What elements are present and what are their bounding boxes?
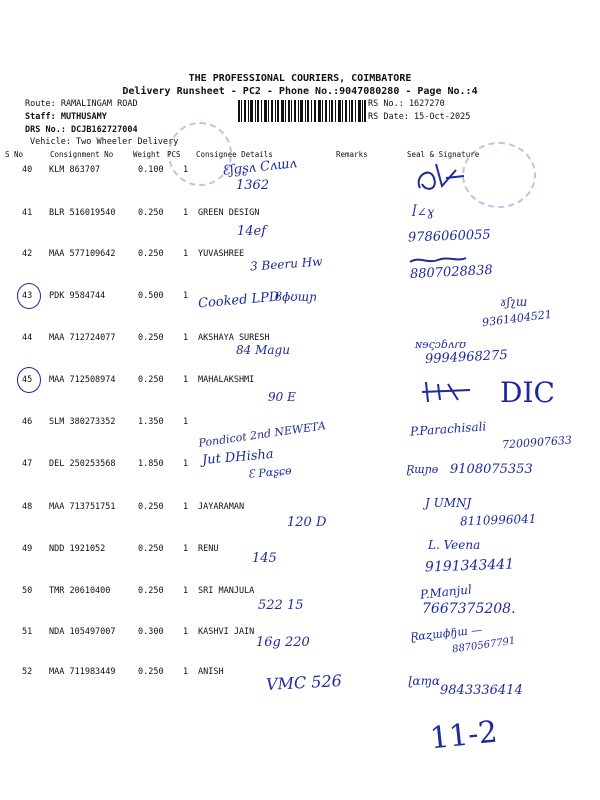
row-pcs: 1 [183,417,189,427]
row-sno: 40 [22,165,33,175]
handwriting-mark-45: DIC [500,376,555,409]
page-subtitle: Delivery Runsheet - PC2 - Phone No.:9047080280 - Page No.:4 [122,86,478,97]
handwriting-note-51: 16g 220 [256,635,310,650]
row-weight: 0.300 [138,627,164,637]
row-consignee: SRI MANJULA [198,586,255,596]
handwriting-note-44: 84 Magu [236,343,290,357]
handwriting-scribble-43: ϐɸʊɯɲ [275,290,317,304]
row-consignment: KLM 863707 [49,165,101,175]
handwriting-note-48: 120 D [287,515,327,530]
rs-date-label: RS Date: 15-Oct-2025 [368,112,471,122]
row-sno: 44 [22,333,33,343]
circle-mark-45 [17,367,41,393]
row-pcs: 1 [183,586,189,596]
row-consignment: BLR 516019540 [49,208,116,218]
handwriting-note-42: 3 Beeru Hw [249,254,323,274]
row-weight: 0.250 [138,208,164,218]
handwriting-note-46: Pondicot 2nd NEWETA [197,419,327,450]
signature-43: ɤʃʅɯ [500,295,528,309]
row-pcs: 1 [183,459,189,469]
row-pcs: 1 [183,627,189,637]
circle-mark-43 [17,283,41,309]
row-consignee: RENU [198,544,219,554]
row-sno: 41 [22,208,33,218]
row-weight: 0.250 [138,586,164,596]
page-title: THE PROFESSIONAL COURIERS, COIMBATORE [188,73,412,84]
handwriting-phone-48: 8110996041 [459,511,537,529]
signature-41: ꟾ∠ɣ [412,205,434,219]
col-consignment: Consignment No [50,150,114,159]
row-sno: 48 [22,502,33,512]
row-consignee: MAHALAKSHMI [198,375,255,385]
handwriting-note-41: 14ef [237,224,267,239]
row-weight: 0.100 [138,165,164,175]
row-sno: 52 [22,667,33,677]
col-weight: Weight [133,150,161,159]
row-consignee: AKSHAYA SURESH [198,333,270,343]
barcode-image [238,100,366,122]
drs-label: DRS No.: DCJB162727004 [25,125,138,135]
col-remarks: Remarks [336,150,368,159]
row-pcs: 1 [183,502,189,512]
handwriting-name-46: P.Parachisali [409,419,487,439]
handwriting-scribble-40: Ɛʃɡʂʌ Сʌɯʌ [221,156,298,179]
handwriting-name-49: L. Veena [428,538,481,552]
row-weight: 1.350 [138,417,164,427]
col-sno: S No [5,150,24,159]
handwriting-note-47: Jut DHisha [201,446,275,469]
row-consignment: MAA 713751751 [49,502,116,512]
row-pcs: 1 [183,544,189,554]
handwriting-phone-42: 8807028838 [409,262,494,283]
row-consignee: GREEN DESIGN [198,208,260,218]
row-pcs: 1 [183,375,189,385]
col-pcs: PCS [167,150,181,159]
row-consignee: YUVASHREE [198,249,245,259]
row-weight: 0.250 [138,333,164,343]
handwriting-note-49: 145 [252,551,277,566]
handwriting-name-50: P.Manjul [419,582,473,602]
row-consignment: MAA 712508974 [49,375,116,385]
row-consignment: SLM 380273352 [49,417,116,427]
row-weight: 0.250 [138,249,164,259]
vehicle-label: Vehicle: Two Wheeler Delivery [30,137,179,147]
row-pcs: 1 [183,667,189,677]
row-weight: 0.250 [138,544,164,554]
row-consignment: MAA 711983449 [49,667,116,677]
row-pcs: 1 [183,249,189,259]
row-consignment: TMR 20610400 [49,586,111,596]
row-pcs: 1 [183,165,189,175]
handwriting-phone-49: 9191343441 [424,556,515,576]
handwriting-phone-50: 7667375208. [422,601,516,617]
strikethrough-mark-45 [418,378,476,406]
row-pcs: 1 [183,333,189,343]
handwriting-phone-43: 9361404521 [481,307,553,330]
row-sno: 42 [22,249,33,259]
handwriting-scribble-47: Ɛ Pɑʂɕɵ [247,464,293,481]
row-sno: 51 [22,627,33,637]
col-details: Consignee Details [196,150,273,159]
handwriting-note-43: Cooked LPD [197,289,280,312]
row-consignment: NDA 105497007 [49,627,116,637]
signature-47: Ɽɯɲɵ [406,463,439,476]
row-consignment: DEL 250253568 [49,459,116,469]
handwriting-phone-41: 9786060055 [407,227,491,246]
route-label: Route: RAMALINGAM ROAD [25,99,138,109]
row-consignment: PDK 9584744 [49,291,106,301]
rs-no-label: RS No.: 1627270 [368,99,445,109]
row-weight: 0.250 [138,375,164,385]
row-sno: 43 [22,291,33,301]
handwriting-phone-52: 9843336414 [440,683,523,698]
handwriting-note-40: 1362 [236,178,270,193]
row-sno: 47 [22,459,33,469]
row-consignment: MAA 577109642 [49,249,116,259]
row-weight: 0.250 [138,502,164,512]
handwriting-phone-46: 7200907633 [501,433,573,452]
staff-label: Staff: MUTHUSAMY [25,112,107,122]
handwriting-phone-51: 8870567791 [451,635,517,656]
handwriting-total-count: 11-2 [428,714,500,757]
signature-40 [412,158,472,200]
row-consignee: ANISH [198,667,224,677]
row-pcs: 1 [183,291,189,301]
handwriting-phone-47: 9108075353 [450,462,533,477]
handwriting-note-50: 522 15 [258,598,304,613]
row-weight: 1.850 [138,459,164,469]
handwriting-note-52: VMC 526 [265,671,343,694]
row-sno: 50 [22,586,33,596]
handwriting-note-45: 90 E [268,390,296,404]
handwriting-name-48: J UMNJ [425,496,472,510]
row-consignment: MAA 712724077 [49,333,116,343]
col-seal-signature: Seal & Signature [407,150,480,159]
signature-44: ɴɘςɔɓʌɾʊ [415,338,466,351]
signature-51: Ɽɑʐɯɸɧɯ — [409,623,483,644]
row-sno: 45 [22,375,33,385]
row-sno: 46 [22,417,33,427]
row-weight: 0.500 [138,291,164,301]
row-pcs: 1 [183,208,189,218]
row-consignee: KASHVI JAIN [198,627,255,637]
row-weight: 0.250 [138,667,164,677]
row-sno: 49 [22,544,33,554]
signature-52: ɭɑɱɑ [408,674,440,688]
row-consignment: NDD 1921052 [49,544,106,554]
row-consignee: JAYARAMAN [198,502,245,512]
handwriting-phone-44: 9994968275 [424,347,509,368]
